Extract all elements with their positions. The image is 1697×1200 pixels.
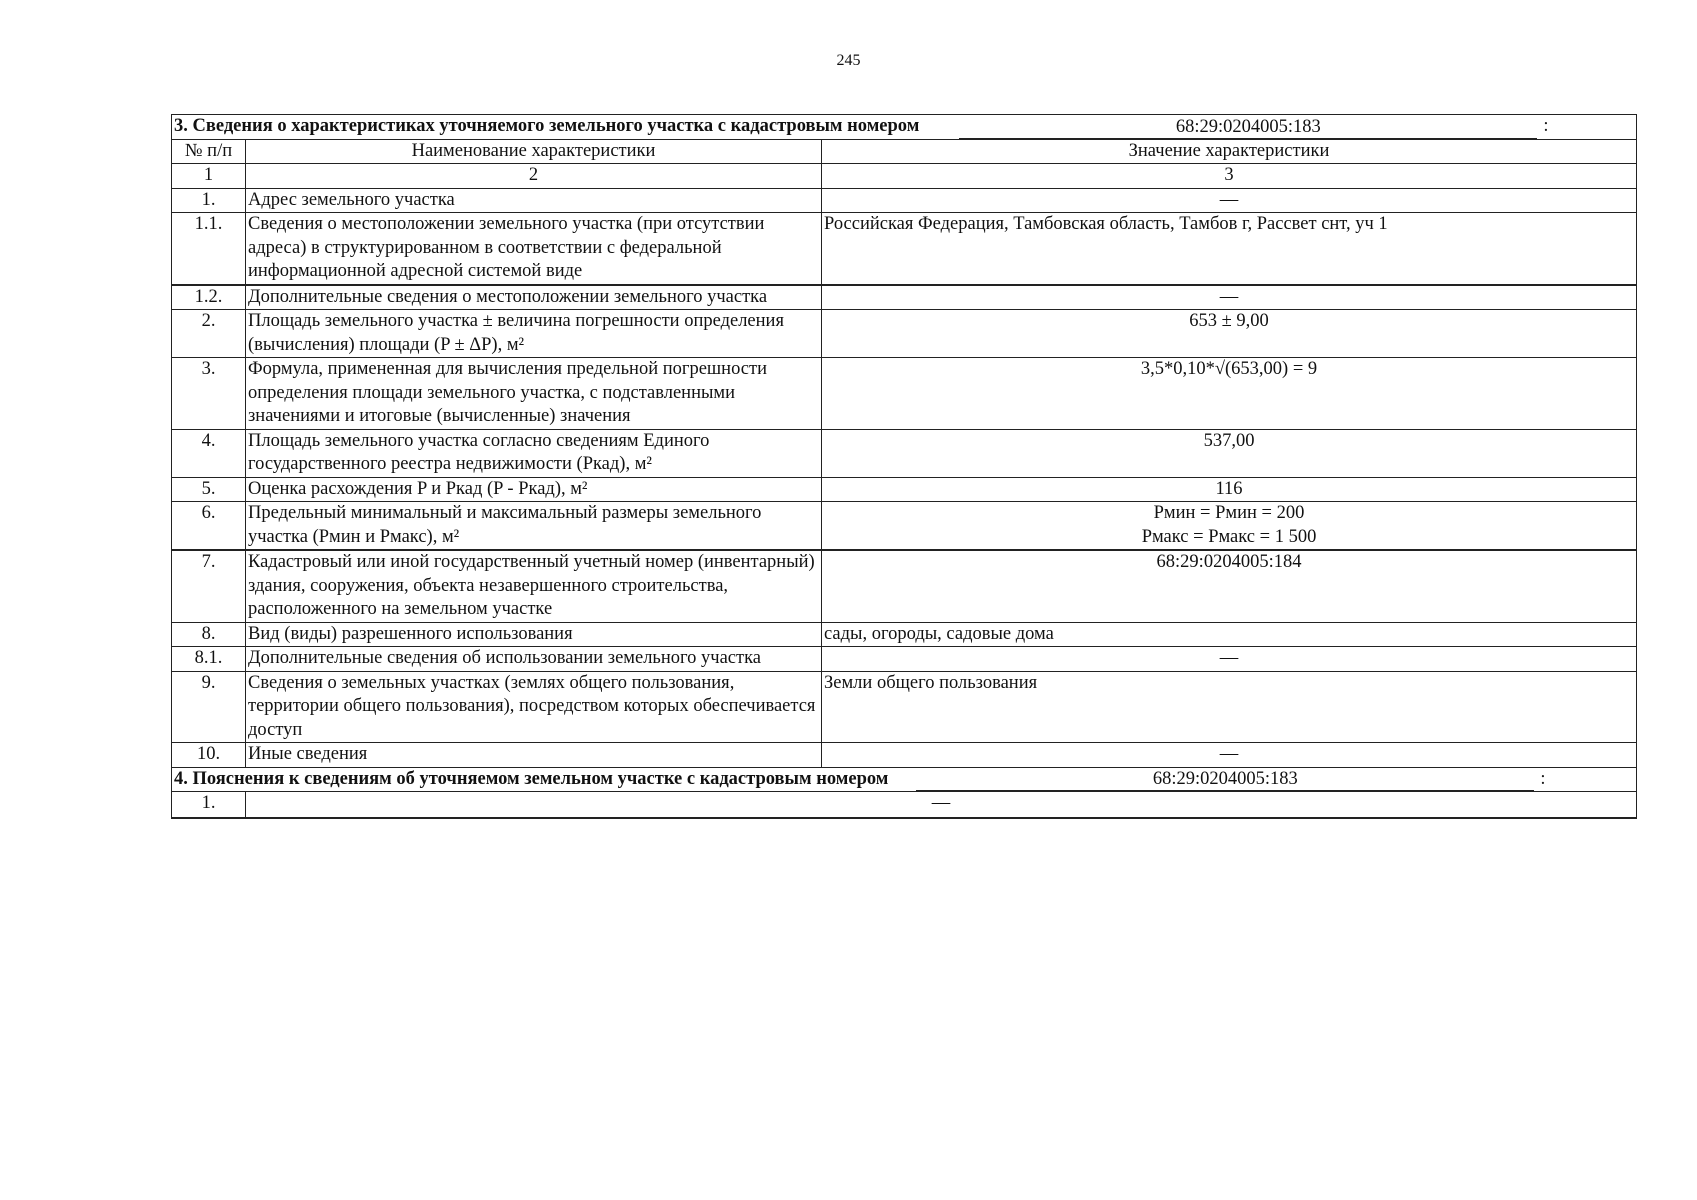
- table-row: [172, 502, 1637, 551]
- row-number: 1.1.: [172, 213, 246, 285]
- row-number: 9.: [172, 671, 246, 743]
- table-row: [172, 310, 1637, 358]
- characteristic-name: Оценка расхождения P и Pкад (P - Pкад), м²: [246, 477, 822, 502]
- characteristic-name: Площадь земельного участка согласно сведениям Единого государственного реестра недвижимости (Pкад), м²: [246, 429, 822, 477]
- table-row: [172, 792, 1637, 819]
- characteristic-name: Сведения о земельных участках (землях общего пользования, территории общего пользования), посредством которых обеспечивается доступ: [246, 671, 822, 743]
- characteristic-name: Кадастровый или иной государственный учетный номер (инвентарный) здания, сооружения, объекта незавершенного строительства, расположенного на земельном участке: [246, 550, 822, 622]
- table-row: [172, 358, 1637, 430]
- section3-header-row: [172, 115, 1637, 140]
- section4-colon: :: [1540, 768, 1546, 789]
- row-number: 10.: [172, 743, 246, 768]
- characteristic-value: сады, огороды, садовые дома: [822, 622, 1637, 647]
- row-number: 6.: [172, 502, 246, 551]
- column-header-row: [172, 139, 1637, 164]
- section4-title: 4. Пояснения к сведениям об уточняемом земельном участке с кадастровым номером: [174, 768, 889, 789]
- column-number-3: 3: [822, 164, 1637, 189]
- column-header-num: № п/п: [172, 139, 246, 164]
- characteristic-name: Формула, примененная для вычисления предельной погрешности определения площади земельного участка, с подставленными значениями и итоговые (вычисленные) значения: [246, 358, 822, 430]
- section4-cadastral-number: 68:29:0204005:183: [916, 768, 1534, 791]
- row-number: 2.: [172, 310, 246, 358]
- table-row: [172, 622, 1637, 647]
- table-row: [172, 188, 1637, 213]
- table-row: [172, 671, 1637, 743]
- section4-header-row: [172, 767, 1637, 792]
- table-row: [172, 550, 1637, 622]
- characteristic-name: Адрес земельного участка: [246, 188, 822, 213]
- table-row: [172, 647, 1637, 672]
- characteristic-name: Предельный минимальный и максимальный размеры земельного участка (Pмин и Pмакс), м²: [246, 502, 822, 551]
- characteristic-value: 3,5*0,10*√(653,00) = 9: [822, 358, 1637, 430]
- characteristic-value: —: [822, 188, 1637, 213]
- row-number: 5.: [172, 477, 246, 502]
- characteristic-value: —: [822, 743, 1637, 768]
- characteristics-table: [171, 114, 1637, 819]
- characteristic-value: 537,00: [822, 429, 1637, 477]
- characteristic-name: Сведения о местоположении земельного участка (при отсутствии адреса) в структурированном в соответствии с федеральной информационной адресной системой виде: [246, 213, 822, 285]
- characteristic-name: Иные сведения: [246, 743, 822, 768]
- row-number: 1.: [172, 188, 246, 213]
- column-number-2: 2: [246, 164, 822, 189]
- characteristic-name: Дополнительные сведения об использовании земельного участка: [246, 647, 822, 672]
- characteristic-value: Российская Федерация, Тамбовская область, Тамбов г, Рассвет снт, уч 1: [822, 213, 1637, 285]
- characteristic-value: 116: [822, 477, 1637, 502]
- characteristic-name: Вид (виды) разрешенного использования: [246, 622, 822, 647]
- characteristic-value: [822, 502, 1637, 551]
- characteristic-name: Площадь земельного участка ± величина погрешности определения (вычисления) площади (P ± ΔP), м²: [246, 310, 822, 358]
- table-row: [172, 213, 1637, 285]
- area-min-value: Pмин = Pмин = 200: [1153, 503, 1305, 523]
- table-row: [172, 429, 1637, 477]
- table-row: [172, 743, 1637, 768]
- characteristic-value: 653 ± 9,00: [822, 310, 1637, 358]
- row-number: 8.: [172, 622, 246, 647]
- explanation-value: —: [246, 792, 1637, 819]
- column-number-1: 1: [172, 164, 246, 189]
- table-row: [172, 285, 1637, 310]
- section3-title: 3. Сведения о характеристиках уточняемого земельного участка с кадастровым номером: [174, 116, 920, 136]
- characteristic-value: 68:29:0204005:184: [822, 550, 1637, 622]
- characteristic-value: Земли общего пользования: [822, 671, 1637, 743]
- section3-cadastral-number: 68:29:0204005:183: [959, 116, 1537, 139]
- row-number: 1.: [172, 792, 246, 819]
- row-number: 8.1.: [172, 647, 246, 672]
- column-header-name: Наименование характеристики: [246, 139, 822, 164]
- row-number: 4.: [172, 429, 246, 477]
- table-row: [172, 477, 1637, 502]
- area-max-value: Pмакс = Pмакс = 1 500: [1141, 526, 1317, 547]
- page-number: 245: [836, 52, 861, 69]
- column-number-row: [172, 164, 1637, 189]
- row-number: 3.: [172, 358, 246, 430]
- characteristic-name: Дополнительные сведения о местоположении земельного участка: [246, 285, 822, 310]
- characteristic-value: —: [822, 647, 1637, 672]
- row-number: 1.2.: [172, 285, 246, 310]
- section3-colon: :: [1543, 116, 1549, 136]
- column-header-value: Значение характеристики: [822, 139, 1637, 164]
- characteristic-value: —: [822, 285, 1637, 310]
- row-number: 7.: [172, 550, 246, 622]
